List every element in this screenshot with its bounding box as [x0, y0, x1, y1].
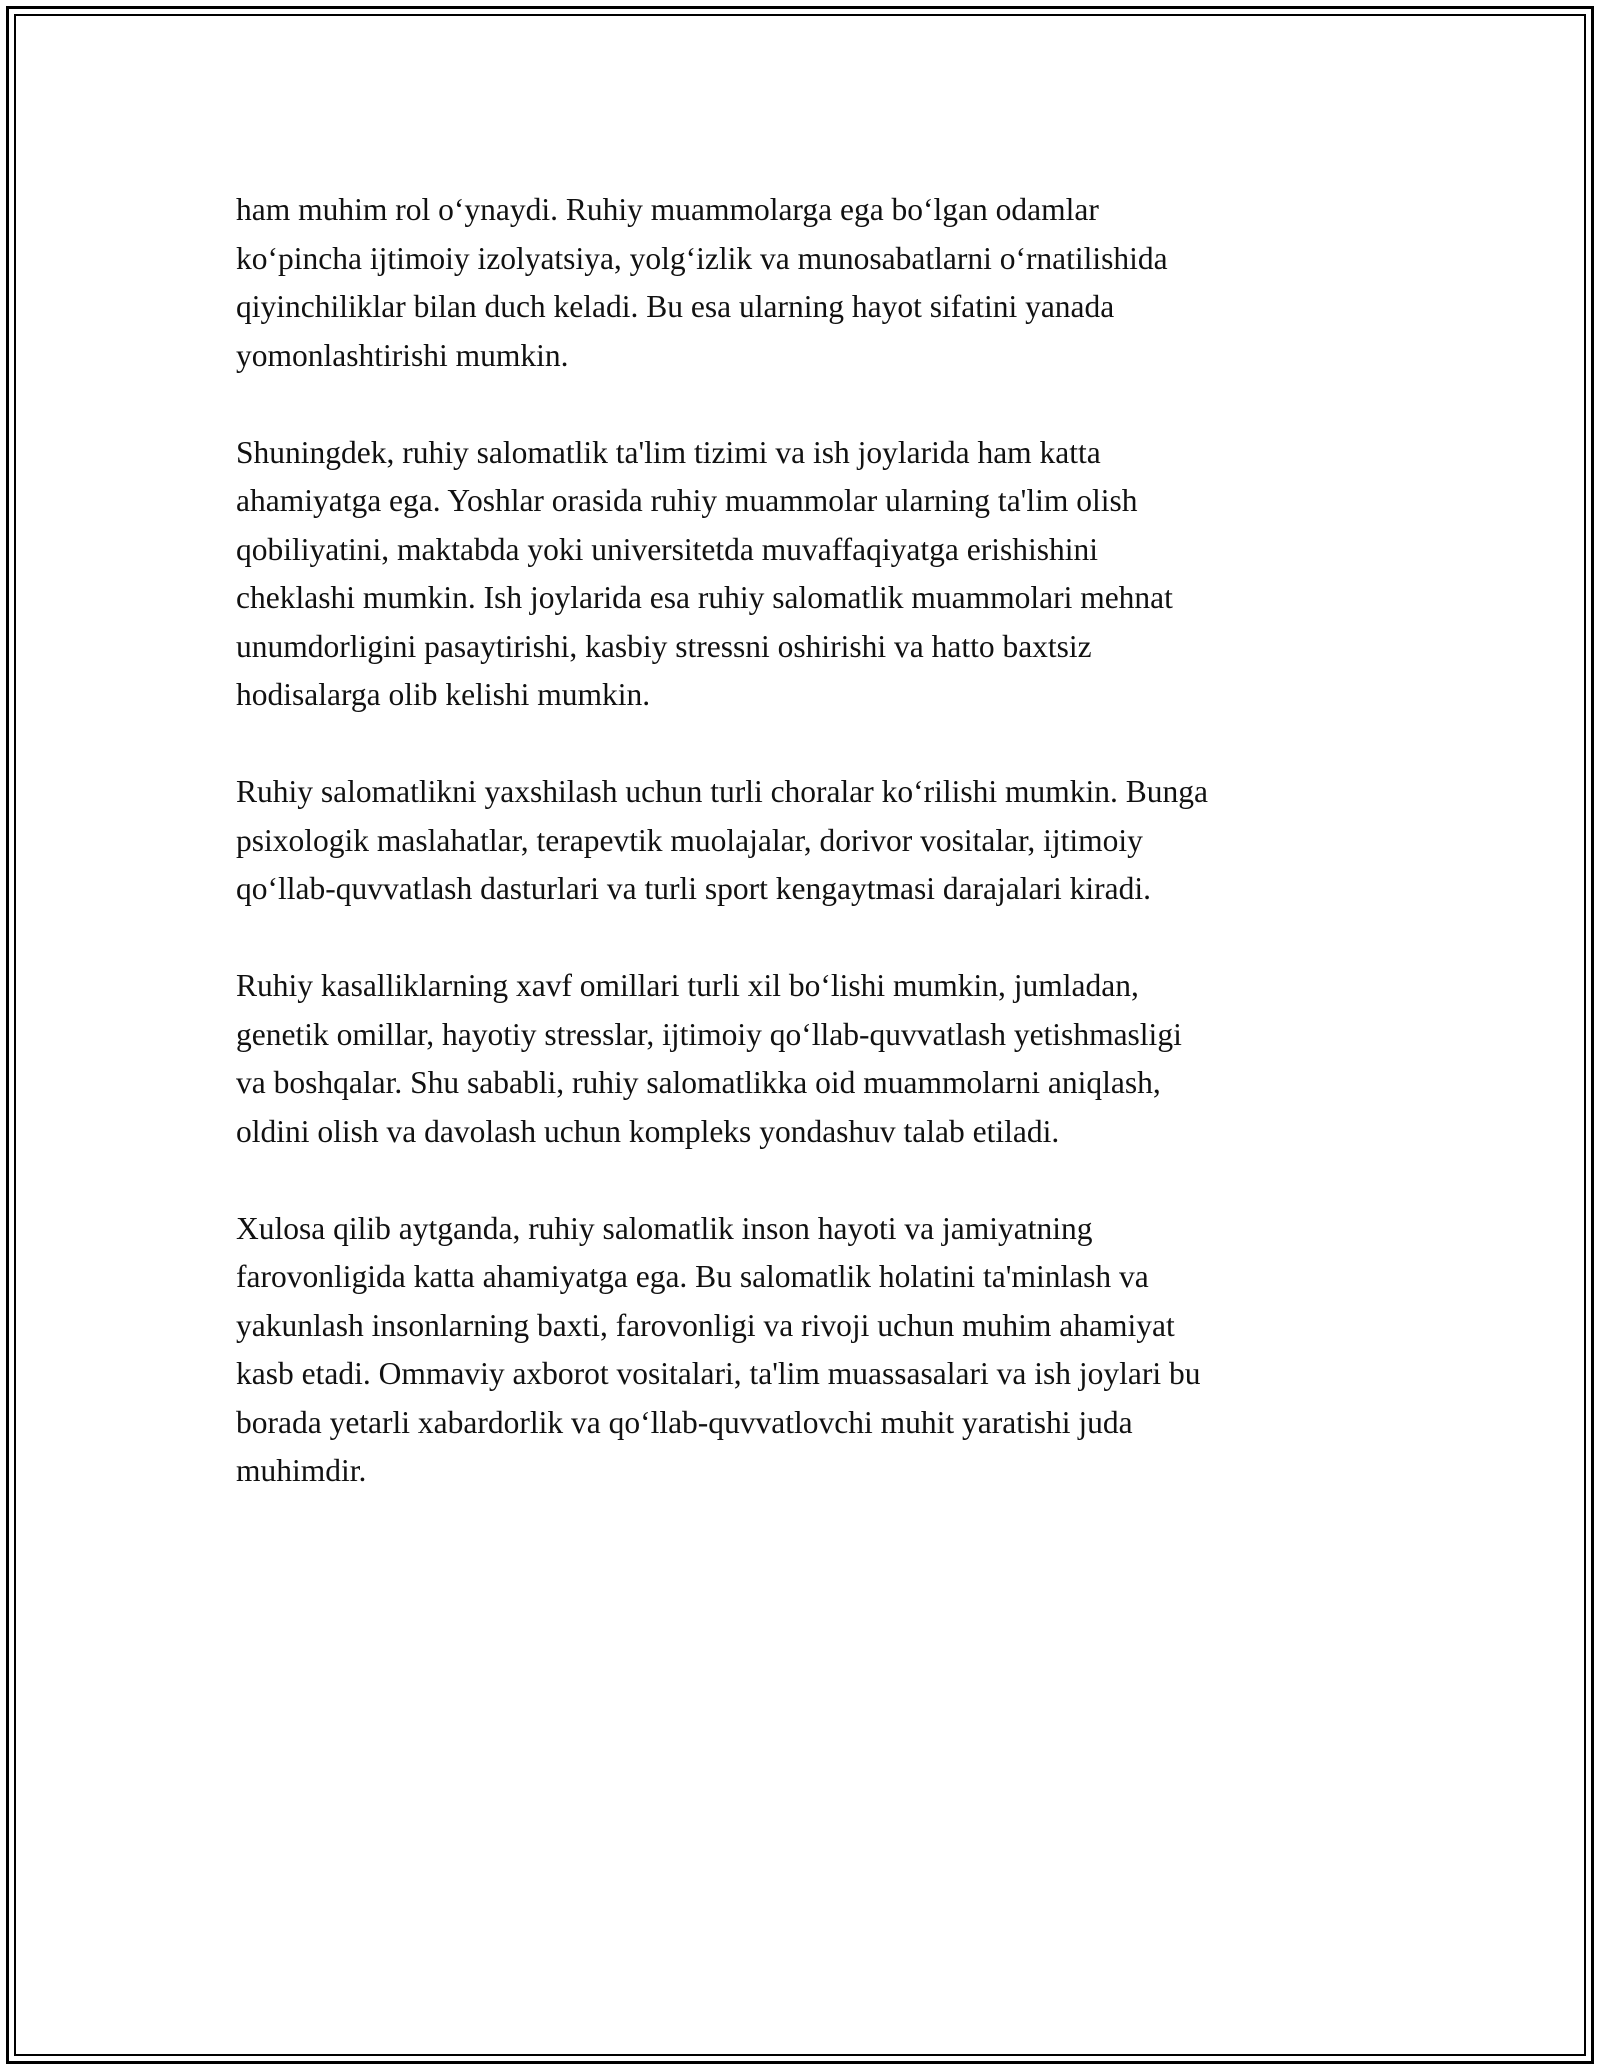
text-line: borada yetarli xabardorlik va qo‘llab-quvvatlovchi muhit yaratishi juda	[236, 1404, 1133, 1440]
text-line: Ruhiy salomatlikni yaxshilash uchun turli choralar ko‘rilishi mumkin. Bunga	[236, 774, 1208, 809]
text-line: Ruhiy kasalliklarning xavf omillari turli xil bo‘lishi mumkin, jumladan,	[236, 968, 1139, 1003]
text-line: va boshqalar. Shu sababli, ruhiy salomatlikka oid muammolarni aniqlash,	[236, 1065, 1161, 1100]
text-line: yakunlash insonlarning baxti, farovonligi va rivoji uchun muhim ahamiyat	[236, 1307, 1175, 1343]
text-line: yomonlashtirishi mumkin.	[236, 337, 569, 373]
document-body	[236, 186, 1396, 1544]
text-line: ham muhim rol o‘ynaydi. Ruhiy muammolarga ega bo‘lgan odamlar	[236, 192, 1099, 227]
text-line: kasb etadi. Ommaviy axborot vositalari, ta'lim muassasalari va ish joylari bu	[236, 1356, 1201, 1391]
paragraph-2	[236, 429, 1396, 720]
text-line: qo‘llab-quvvatlash dasturlari va turli sport kengaytmasi darajalari kiradi.	[236, 871, 1151, 906]
paragraph-3	[236, 768, 1396, 914]
text-line: ahamiyatga ega. Yoshlar orasida ruhiy muammolar ularning ta'lim olish	[236, 483, 1138, 518]
text-line: genetik omillar, hayotiy stresslar, ijtimoiy qo‘llab-quvvatlash yetishmasligi	[236, 1016, 1182, 1052]
text-line: muhimdir.	[236, 1453, 367, 1488]
text-line: hodisalarga olib kelishi mumkin.	[236, 677, 651, 712]
text-line: Shuningdek, ruhiy salomatlik ta'lim tizimi va ish joylarida ham katta	[236, 434, 1101, 470]
text-line: Xulosa qilib aytganda, ruhiy salomatlik inson hayoti va jamiyatning	[236, 1210, 1093, 1246]
text-line: cheklashi mumkin. Ish joylarida esa ruhiy salomatlik muammolari mehnat	[236, 580, 1173, 615]
text-line: qobiliyatini, maktabda yoki universitetda muvaffaqiyatga erishishini	[236, 531, 1098, 567]
text-line: unumdorligini pasaytirishi, kasbiy stressni oshirishi va hatto baxtsiz	[236, 628, 1092, 664]
text-line: psixologik maslahatlar, terapevtik muolajalar, dorivor vositalar, ijtimoiy	[236, 822, 1143, 858]
text-line: farovonligida katta ahamiyatga ega. Bu salomatlik holatini ta'minlash va	[236, 1259, 1149, 1294]
paragraph-5	[236, 1205, 1396, 1496]
text-line: qiyinchiliklar bilan duch keladi. Bu esa ularning hayot sifatini yanada	[236, 289, 1115, 324]
text-line: oldini olish va davolash uchun kompleks yondashuv talab etiladi.	[236, 1113, 1060, 1149]
paragraph-1	[236, 186, 1396, 380]
paragraph-4	[236, 962, 1396, 1156]
text-line: ko‘pincha ijtimoiy izolyatsiya, yolg‘izlik va munosabatlarni o‘rnatilishida	[236, 240, 1168, 276]
